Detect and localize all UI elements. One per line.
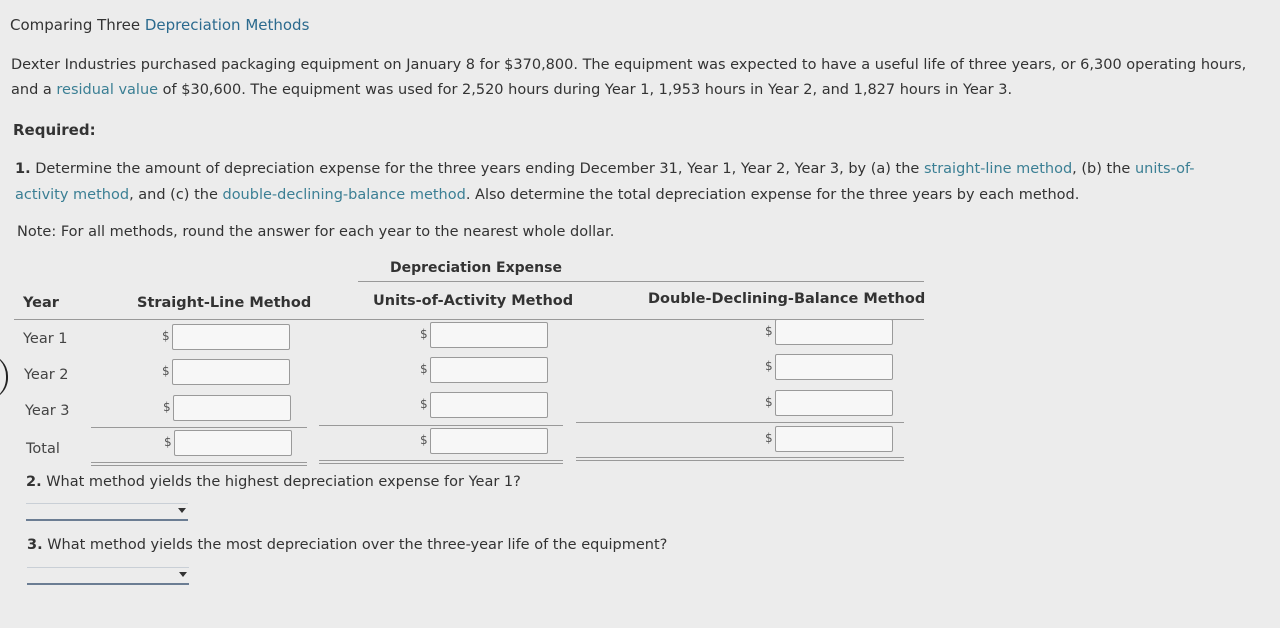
straight-line-link[interactable]: straight-line method (923, 161, 1073, 177)
ddb-year3-input[interactable] (775, 390, 893, 416)
col-header-units-of-activity: Units-of-Activity Method (373, 293, 574, 309)
ua-total-double-rule (319, 460, 563, 464)
ddb-total-double-rule (576, 457, 904, 461)
question-2: 2. What method yields the highest depreciation expense for Year 1? (26, 474, 521, 490)
group-header: Depreciation Expense (390, 260, 562, 276)
sl-total-input[interactable] (174, 430, 292, 456)
sl-subtotal-rule (91, 427, 307, 428)
double-declining-link[interactable]: double-declining-balance method (222, 187, 466, 203)
depreciation-table: Depreciation Expense Year Straight-Line Method Units-of-Activity Method Double-Declining-Balance Method Year 1 Year 2 Year 3 Total $ $ $ $ $ $ $ $ $ $ $ $ (14, 258, 924, 473)
row-label-total: Total (26, 441, 60, 457)
title-link[interactable]: Depreciation Methods (144, 16, 310, 34)
ddb-year1-input[interactable] (775, 319, 893, 345)
residual-value-link[interactable]: residual value (56, 82, 159, 98)
ua-year2-input[interactable] (430, 357, 548, 383)
col-header-straight-line: Straight-Line Method (137, 295, 312, 311)
sl-total-double-rule (91, 462, 307, 466)
col-header-year: Year (23, 295, 59, 311)
window-edge-arc (0, 354, 8, 400)
sl-year3-input[interactable] (173, 395, 291, 421)
ddb-total-input[interactable] (775, 426, 893, 452)
ua-year3-input[interactable] (430, 392, 548, 418)
question-3: 3. What method yields the most depreciation over the three-year life of the equipment? (27, 537, 668, 553)
sl-year2-input[interactable] (172, 359, 290, 385)
page-title: Comparing Three Depreciation Methods (10, 16, 310, 34)
col-header-ddb: Double-Declining-Balance Method (648, 291, 926, 307)
units-of-activity-link[interactable]: units-of-activity method (15, 161, 1195, 203)
row-label-year1: Year 1 (23, 331, 68, 347)
ddb-year2-input[interactable] (775, 354, 893, 380)
note-text: Note: For all methods, round the answer for each year to the nearest whole dollar. (17, 224, 615, 240)
row-label-year2: Year 2 (24, 367, 69, 383)
group-header-rule (358, 281, 924, 282)
q2-method-dropdown[interactable] (26, 503, 188, 521)
ua-total-input[interactable] (430, 428, 548, 454)
q3-method-dropdown[interactable] (27, 567, 189, 585)
problem-statement: Dexter Industries purchased packaging equipment on January 8 for $370,800. The equipment was expected to have a useful life of three years, or 6,300 operating hours, and a residual value of $30,600. The equipment was used for 2,520 hours during Year 1, 1,953 hours in Year 2, and 1,827 hours in Year 3. (11, 57, 1247, 98)
ua-year1-input[interactable] (430, 322, 548, 348)
question-1: 1. Determine the amount of depreciation expense for the three years ending December 31, Year 1, Year 2, Year 3, by (a) the straight-line method, (b) the units-of-activity method, and (c) the double-declining-balance method. Also determine the total depreciation expense for the three years by each method. (15, 161, 1195, 203)
row-label-year3: Year 3 (25, 403, 70, 419)
ddb-subtotal-rule (576, 422, 904, 423)
sl-year1-input[interactable] (172, 324, 290, 350)
ua-subtotal-rule (319, 425, 563, 426)
required-heading: Required: (13, 121, 96, 139)
